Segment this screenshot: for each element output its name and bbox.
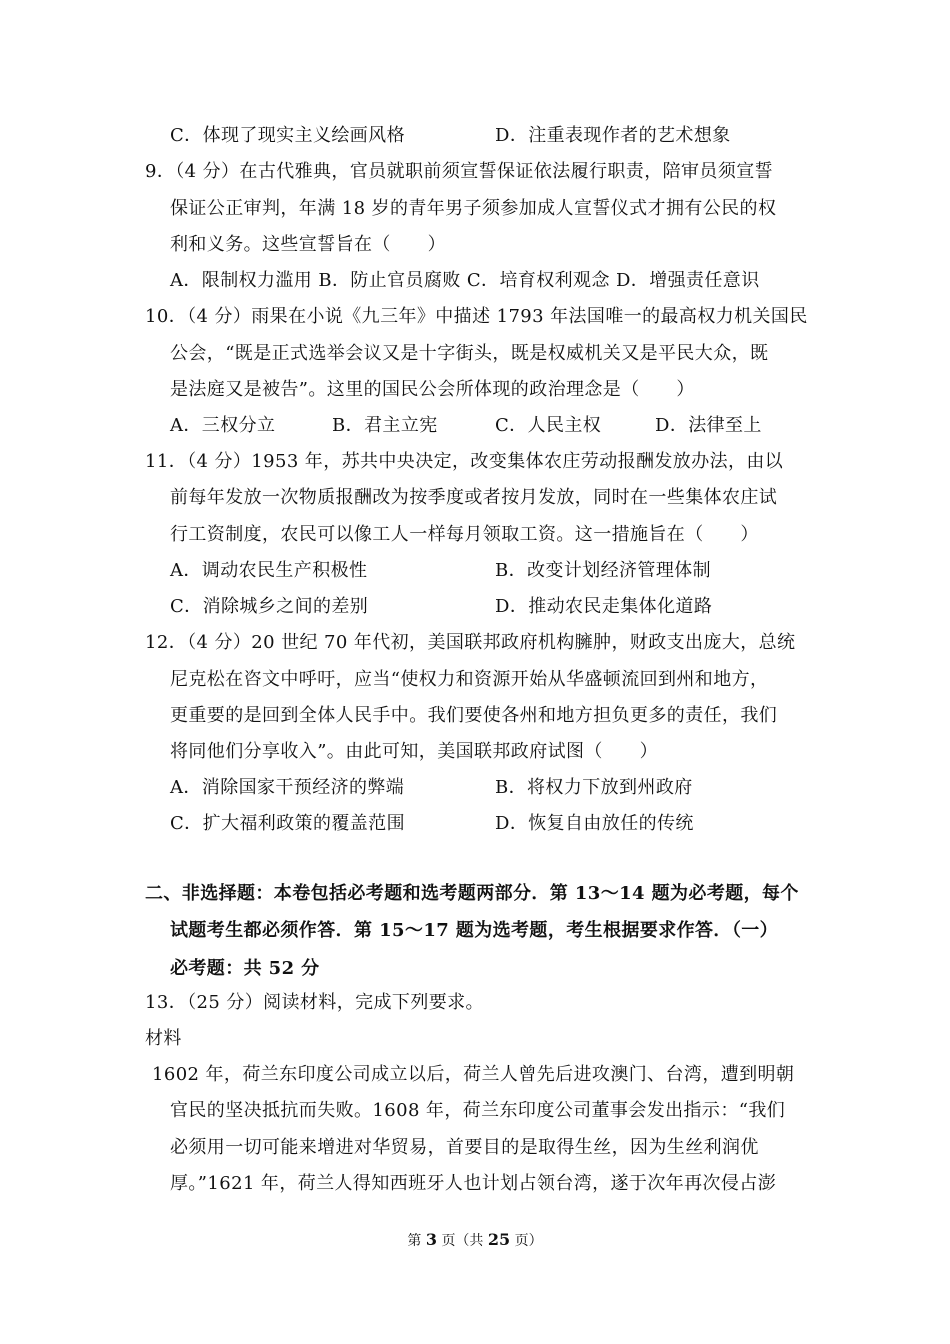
section-2-heading-line-2: 试题考生都必须作答．第 15～17 题为选考题，考生根据要求作答．（一） <box>170 920 779 941</box>
section-2-heading-line-3: 必考题：共 52 分 <box>170 958 320 979</box>
q11-option-c: C．消除城乡之间的差别 <box>170 596 369 617</box>
q9-stem-line-1: 9．（4 分）在古代雅典，官员就职前须宣誓保证依法履行职责，陪审员须宣誓 <box>145 161 774 182</box>
q11-stem-line-2: 前每年发放一次物质报酬改为按季度或者按月发放，同时在一些集体农庄试 <box>170 487 778 508</box>
q13-material-line-2: 官民的坚决抵抗而失败。1608 年，荷兰东印度公司董事会发出指示：“我们 <box>170 1100 786 1121</box>
q13-material-line-4: 厚。”1621 年，荷兰人得知西班牙人也计划占领台湾，遂于次年再次侵占澎 <box>170 1173 777 1194</box>
q11-option-a: A．调动农民生产积极性 <box>170 560 368 581</box>
q10-option-d: D．法律至上 <box>655 415 762 436</box>
q12-stem-line-2: 尼克松在咨文中呼吁，应当“使权力和资源开始从华盛顿流回到州和地方， <box>170 669 769 690</box>
q12-option-d: D．恢复自由放任的传统 <box>495 813 694 834</box>
q10-option-b: B．君主立宪 <box>332 415 438 436</box>
footer-middle: 页（共 <box>441 1233 484 1249</box>
q11-stem-line-1: 11．（4 分）1953 年，苏共中央决定，改变集体农庄劳动报酬发放办法，由以 <box>145 451 784 472</box>
q9-stem-line-3: 利和义务。这些宣誓旨在（ ） <box>170 234 446 255</box>
q10-stem-line-3: 是法庭又是被告”。这里的国民公会所体现的政治理念是（ ） <box>170 379 695 400</box>
q12-stem-line-3: 更重要的是回到全体人民手中。我们要使各州和地方担负更多的责任，我们 <box>170 705 778 726</box>
q13-stem: 13．（25 分）阅读材料，完成下列要求。 <box>145 992 484 1013</box>
q10-stem-line-1: 10．（4 分）雨果在小说《九三年》中描述 1793 年法国唯一的最高权力机关国民 <box>145 306 808 327</box>
q13-material-line-3: 必须用一切可能来增进对华贸易，首要目的是取得生丝，因为生丝利润优 <box>170 1137 759 1158</box>
q13-material-line-1: 1602 年，荷兰东印度公司成立以后，荷兰人曾先后进攻澳门、台湾，遭到明朝 <box>152 1064 795 1085</box>
q10-option-c: C．人民主权 <box>495 415 602 436</box>
q12-option-a: A．消除国家干预经济的弊端 <box>170 777 405 798</box>
q10-stem-line-2: 公会，“既是正式选举会议又是十字街头，既是权威机关又是平民大众，既 <box>170 343 769 364</box>
q8-option-c: C．体现了现实主义绘画风格 <box>170 125 405 146</box>
q12-option-c: C．扩大福利政策的覆盖范围 <box>170 813 405 834</box>
q8-option-d: D．注重表现作者的艺术想象 <box>495 125 731 146</box>
footer-suffix: 页） <box>514 1233 543 1249</box>
q12-stem-line-4: 将同他们分享收入”。由此可知，美国联邦政府试图（ ） <box>170 741 658 762</box>
q12-stem-line-1: 12．（4 分）20 世纪 70 年代初，美国联邦政府机构臃肿，财政支出庞大，总统 <box>145 632 796 653</box>
q11-stem-line-3: 行工资制度，农民可以像工人一样每月领取工资。这一措施旨在（ ） <box>170 524 759 545</box>
q13-material-label: 材料 <box>145 1028 182 1049</box>
section-2-heading-line-1: 二、非选择题：本卷包括必考题和选考题两部分．第 13～14 题为必考题，每个 <box>145 883 799 904</box>
footer-prefix: 第 <box>407 1233 422 1249</box>
page-footer <box>0 1230 950 1251</box>
q11-option-b: B．改变计划经济管理体制 <box>495 560 712 581</box>
q10-option-a: A．三权分立 <box>170 415 276 436</box>
q9-stem-line-2: 保证公正审判，年满 18 岁的青年男子须参加成人宣誓仪式才拥有公民的权 <box>170 198 777 219</box>
q12-option-b: B．将权力下放到州政府 <box>495 777 693 798</box>
footer-total-pages: 25 <box>487 1230 511 1249</box>
q11-option-d: D．推动农民走集体化道路 <box>495 596 713 617</box>
footer-page-number: 3 <box>425 1230 437 1249</box>
q9-options: A．限制权力滥用 B．防止官员腐败 C．培育权利观念 D．增强责任意识 <box>170 270 760 291</box>
